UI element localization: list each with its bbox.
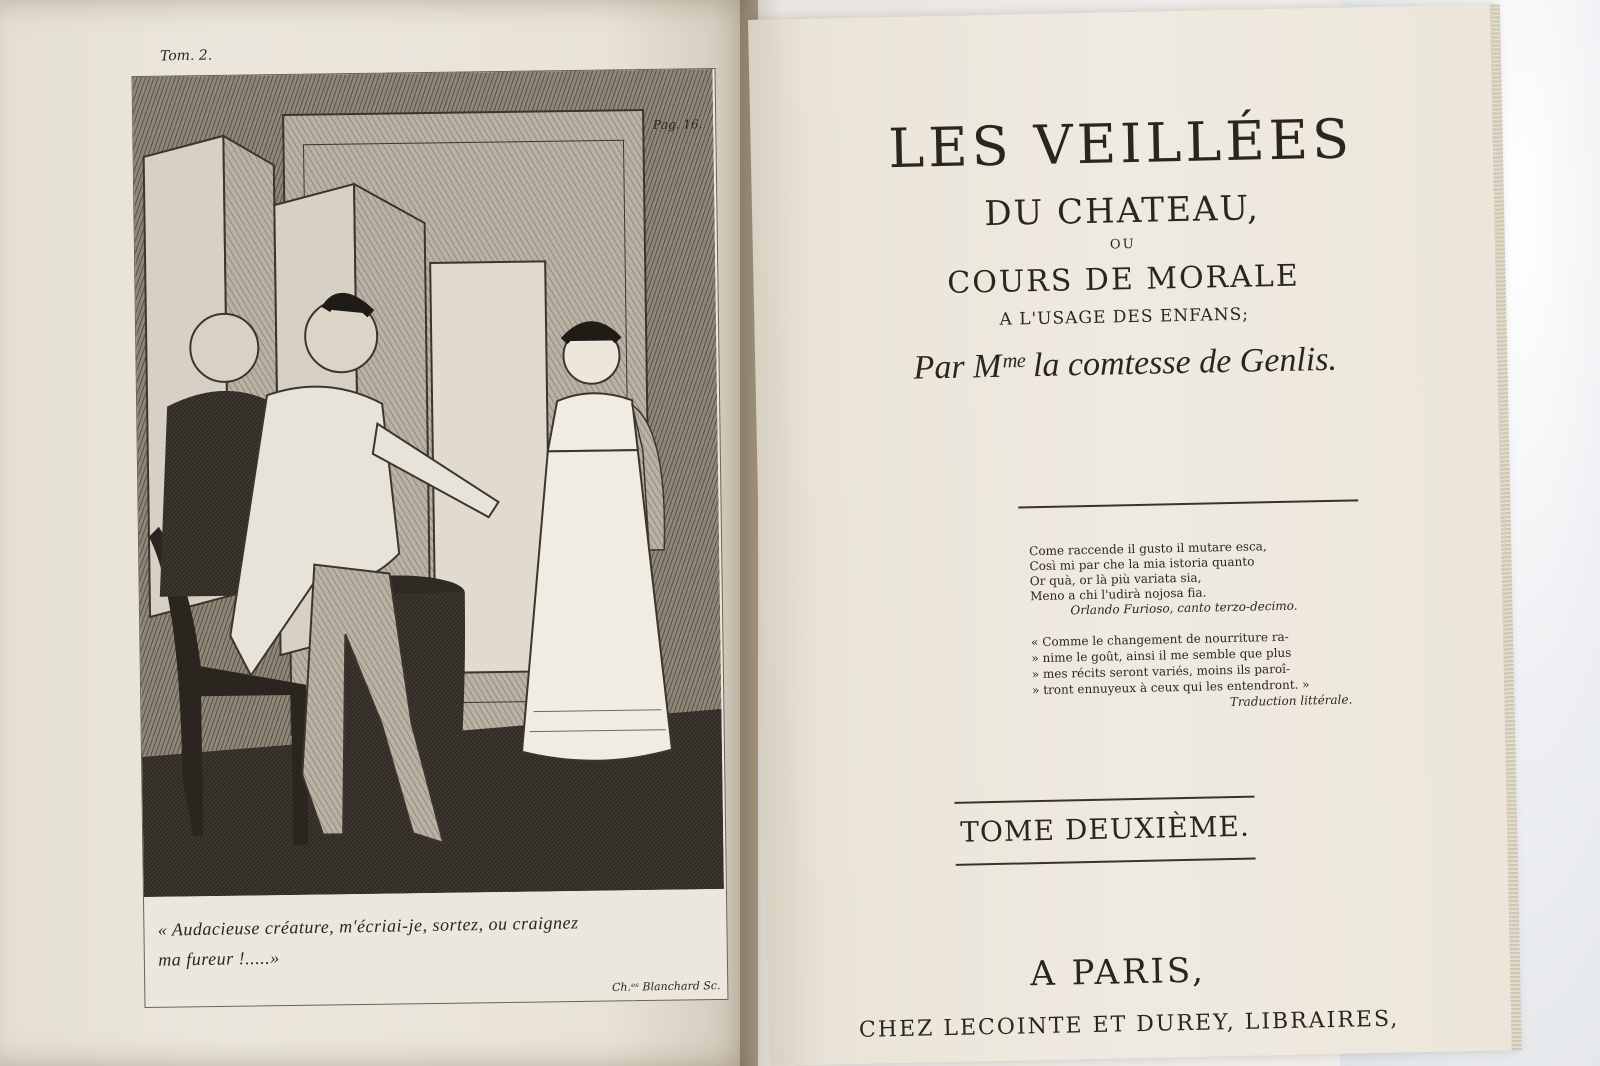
divider-rule-tome-top (954, 796, 1254, 804)
page-reference: Pag. 16. (653, 117, 703, 132)
author-line: Par Mᵐᵉ la comtesse de Genlis. (913, 340, 1338, 387)
left-page (0, 0, 758, 1066)
epigraph-it-source: Orlando Furioso, canto terzo-decimo. (1070, 598, 1298, 618)
publisher-line: CHEZ LECOINTE ET DUREY, LIBRAIRES, (858, 1006, 1400, 1043)
epigraph-it-line-2: Così mi par che la mia istoria quanto (1029, 554, 1255, 574)
title-main: LES VEILLÉES (887, 107, 1354, 181)
tome-label: Tom. 2. (159, 47, 213, 65)
engraving-illustration (132, 68, 729, 1008)
tome-label: TOME DEUXIÈME. (959, 809, 1251, 849)
epigraph-fr-line-4: » tront ennuyeux à ceux qui les entendront. » (1031, 677, 1310, 698)
epigraph-it-line-1: Come raccende il gusto il mutare esca, (1029, 539, 1267, 559)
caption-line-1: « Audacieuse créature, m'écriai-je, sortez, ou craignez (157, 912, 579, 940)
caption-line-2: ma fureur !.....» (158, 947, 280, 970)
engraving-scene (133, 69, 724, 897)
divider-rule-tome-bottom (956, 858, 1256, 866)
engraver-credit: Ch.ᵉˢ Blanchard Sc. (611, 979, 721, 994)
title-usage: A L'USAGE DES ENFANS; (999, 304, 1250, 330)
title-du-chateau: DU CHATEAU, (983, 188, 1261, 235)
epigraph-it-line-3: Or quà, or là più variata sia, (1029, 570, 1202, 589)
epigraph-fr-line-2: » nime le goût, ainsi il me semble que plus (1031, 645, 1292, 666)
title-ou: OU (1109, 236, 1136, 253)
epigraph-fr-line-3: » mes récits seront variés, moins ils paroî- (1031, 661, 1291, 682)
right-page (748, 4, 1512, 1065)
epigraph-fr-line-1: « Comme le changement de nourriture ra- (1030, 629, 1289, 650)
engraving-caption (158, 905, 699, 974)
divider-rule-top (1018, 499, 1358, 508)
publication-city: A PARIS, (1029, 950, 1207, 995)
title-block (779, 65, 1465, 390)
title-cours-de-morale: COURS DE MORALE (946, 258, 1301, 301)
epigraph-it-line-4: Meno a chi l'udirà nojosa fia. (1029, 585, 1207, 604)
epigraph-fr-source: Traduction littérale. (1229, 692, 1353, 710)
french-translation (1031, 627, 1393, 715)
italian-epigraph (1029, 537, 1390, 620)
